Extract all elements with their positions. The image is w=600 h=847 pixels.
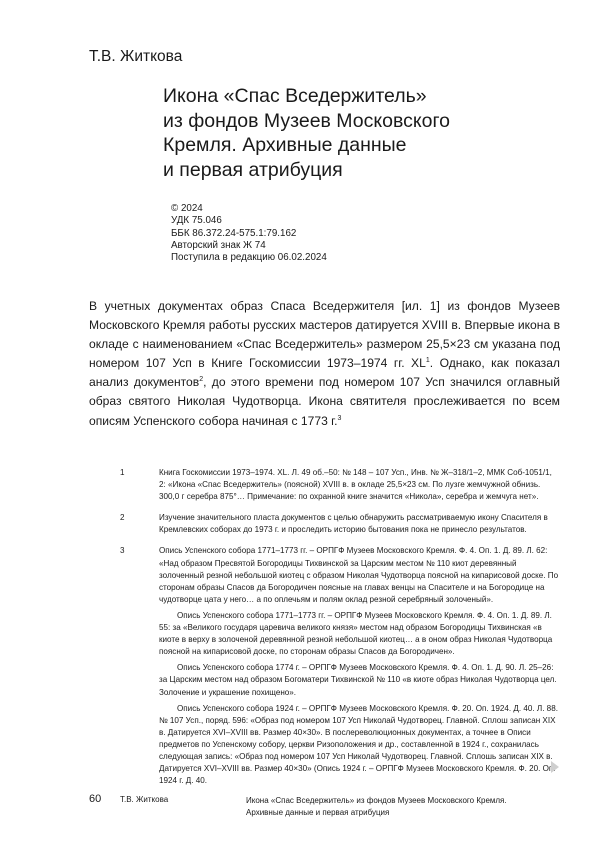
title-line: Кремля. Архивные данные	[163, 134, 407, 156]
title-line: и первая атрибуция	[163, 159, 343, 181]
body-paragraph	[89, 297, 560, 431]
footnote-text: Книга Госкомиссии 1973–1974. XL. Л. 49 об.–50: № 148 – 107 Усп., Инв. № Ж–318/1–2, ММК Соб-1051/1, 2: «Икона «Спас Вседержитель» (поясной) XVIII в. в окладе 25,5×23 см. По лузге жемчужной обнизь. 300,0 г серебра 875°… Примечание: по охранной книге значится «Никола», серебра и жемчуга нет».	[159, 467, 560, 503]
body-text-part: , до этого времени под номером 107 Усп значился оглавный образ святого Николая Чудотворца. Икона святителя прослеживается по всем описям Успенского собора начиная с 1773 г.	[89, 375, 560, 427]
author-name: Т.В. Житкова	[89, 48, 182, 66]
footnote-number: 2	[120, 512, 159, 540]
footnote	[120, 467, 560, 507]
footnote	[120, 512, 560, 540]
title-line: из фондов Музеев Московского	[163, 110, 450, 132]
bbk-code: ББК 86.372.24-575.1:79.162	[171, 228, 327, 240]
footnote-text: Изучение значительного пласта документов с целью обнаружить рассматриваемую икону Спасителя в Кремлевских соборах до 1973 г. и проследить историю бытования пока не принесло результатов.	[159, 512, 560, 536]
running-title-line: Архивные данные и первая атрибуция	[246, 808, 389, 817]
body-text-part: В учетных документах образ Спаса Вседержителя [ил. 1] из фондов Музеев Московского Кремля работы русских мастеров датируется XVIII в. Впервые икона в окладе с наименованием «Спас Вседержитель» размером 25,5×23 см указана под номером 107 Усп в Книге Госкомиссии 1973–1974 гг. XL	[89, 299, 560, 370]
body-text-part: . Однако, как показал анализ документов	[89, 356, 560, 389]
article-meta	[171, 203, 327, 264]
footnote-text: Опись Успенского собора 1771–1773 гг. – ОРПГФ Музеев Московского Кремля. Ф. 4. Оп. 1. Д. 89. Л. 62: «Над образом Пресвятой Богородицы Тихвинской за Царским местом № 110 киот деревянный золоченный резной небольшой киотец с образом Николая Чудотворца поясной на кипарисовой доске. По сторонам образы Спасов да Богородичен поясные на главах венцы на Спасителе и на Богородице на чудотворце цата у него… а по оплечьям и полям оклад резной серебряный золоченый».	[159, 545, 560, 605]
footnote-number: 1	[120, 467, 159, 507]
running-title	[246, 795, 566, 819]
running-title-line: Икона «Спас Вседержитель» из фондов Музеев Московского Кремля.	[246, 796, 507, 805]
footnote-ref-1[interactable]: 1	[426, 357, 430, 364]
footnote-ref-2[interactable]: 2	[199, 376, 203, 383]
title-line: Икона «Спас Вседержитель»	[163, 85, 427, 107]
copyright: © 2024	[171, 203, 327, 215]
footnote	[120, 545, 560, 791]
footnote-number: 3	[120, 545, 159, 791]
footnote-text: Опись Успенского собора 1774 г. – ОРПГФ Музеев Московского Кремля. Ф. 4. Оп. 1. Д. 90. Л. 25–26: за Царским местом над образом Богоматери Тихвинской № 110 «в киоте образ Николая Чудотворца цел. Золочение и украшение похищено».	[159, 662, 560, 698]
footnote-ref-3[interactable]: 3	[337, 415, 341, 422]
running-author: Т.В. Житкова	[120, 795, 168, 804]
udk-code: УДК 75.046	[171, 215, 327, 227]
article-title	[163, 84, 563, 182]
footnotes	[120, 467, 560, 796]
continue-arrow-icon	[551, 761, 559, 773]
footnote-text: Опись Успенского собора 1924 г. – ОРПГФ Музеев Московского Кремля. Ф. 20. Оп. 1924. Д. 40. Л. 88. № 107 Усп., поряд. 596: «Образ под номером 107 Усп Николай Чудотворец. Главной. Сплош записан XIX в. Датируется XVI–XVIII вв. Размер 40×30». В послереволюционных документах, а точнее в Описи предметов по Успенскому собору, церкви Ризоположения и др., составленной в 1924 г., сохранилась следующая запись: «Образ под номером 107 Усп Николай Чудотворец. Главной. Сплошь записан XIX в. Датируется XVI–XVIII вв. Размер 40×30» (Опись 1924 г. – ОРПГФ Музеев Московского Кремля. Ф. 20. Оп. 1924 г. Д. 40.	[159, 703, 560, 788]
page-number: 60	[89, 793, 101, 805]
footnote-text: Опись Успенского собора 1771–1773 гг. – ОРПГФ Музеев Московского Кремля. Ф. 4. Оп. 1. Д. 89. Л. 55: за «Великого государя царевича великого князя» местом над образом Богородицы Тихвинская «в киоте в верху в золоченой деревянной резной небольшой киотец… а в оном образ Николая Чудотворца поясной на кипарисовой доске, по сторонам образы Спасов да Богородичен».	[159, 610, 560, 658]
received-date: Поступила в редакцию 06.02.2024	[171, 252, 327, 264]
author-sign: Авторский знак Ж 74	[171, 240, 327, 252]
